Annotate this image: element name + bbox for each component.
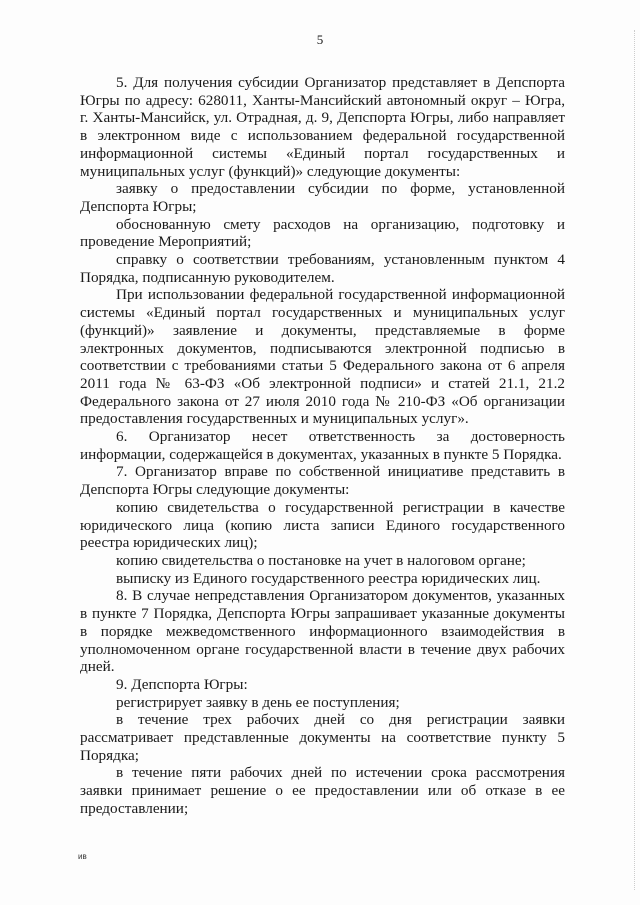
paragraph-item-8: 8. В случае непредставления Организатором документов, указанных в пункте 7 Порядка, Депспорта Югры запрашивает указанные документы в порядке межведомственного информационного взаимодействия в уполномоченном органе государственной власти в течение двух рабочих дней. (80, 587, 565, 676)
paragraph-item-6: 6. Организатор несет ответственность за достоверность информации, содержащейся в документах, указанных в пункте 5 Порядка. (80, 428, 565, 463)
paragraph-item-5: 5. Для получения субсидии Организатор представляет в Депспорта Югры по адресу: 628011, Ханты-Мансийский автономный округ – Югра, г. Ханты-Мансийск, ул. Отрадная, д. 9, Депспорта Югры, либо направляет в электронном виде с использованием федеральной государственной информационной системы «Единый портал государственных и муниципальных услуг (функций)» следующие документы: (80, 74, 565, 180)
paragraph-compliance-certificate: справку о соответствии требованиям, установленным пунктом 4 Порядка, подписанную руководителем. (80, 251, 565, 286)
paragraph-reviews-documents: в течение трех рабочих дней со дня регистрации заявки рассматривает представленные документы на соответствие пункту 5 Порядка; (80, 711, 565, 764)
paragraph-item-9: 9. Депспорта Югры: (116, 675, 248, 693)
paragraph-electronic-submission: При использовании федеральной государственной информационной системы «Единый портал государственных и муниципальных услуг (функций)» заявление и документы, представляемые в форме электронных документов, подписываются электронной подписью в соответствии с требованиями статьи 5 Федерального закона от 6 апреля 2011 года № 63-ФЗ «Об электронной подписи» и статей 21.1, 21.2 Федерального закона от 27 июля 2010 года № 210-ФЗ «Об организации предоставления государственных и муниципальных услуг». (80, 286, 565, 428)
paragraph-cost-estimate: обоснованную смету расходов на организацию, подготовку и проведение Мероприятий; (80, 215, 565, 251)
paragraph-registers-application: регистрирует заявку в день ее поступления; (116, 693, 400, 711)
paragraph-register-extract: выписку из Единого государственного реестра юридических лиц. (116, 569, 541, 587)
paragraph-makes-decision: в течение пяти рабочих дней по истечении срока рассмотрения заявки принимает решение о ее предоставлении или об отказе в ее предоставлении; (80, 764, 565, 817)
document-body (80, 74, 565, 818)
paragraph-application-form: заявку о предоставлении субсидии по форме, установленной Депспорта Югры; (80, 180, 565, 215)
paragraph-item-7: 7. Организатор вправе по собственной инициативе представить в Депспорта Югры следующие документы: (80, 463, 565, 499)
paragraph-tax-certificate: копию свидетельства о постановке на учет в налоговом органе; (116, 551, 526, 569)
margin-mark: ив (78, 852, 87, 861)
scan-edge-line (634, 30, 635, 890)
page-number: 5 (316, 32, 324, 47)
paragraph-registration-certificate: копию свидетельства о государственной регистрации в качестве юридического лица (копию листа записи Единого государственного реестра юридических лиц); (80, 498, 565, 552)
